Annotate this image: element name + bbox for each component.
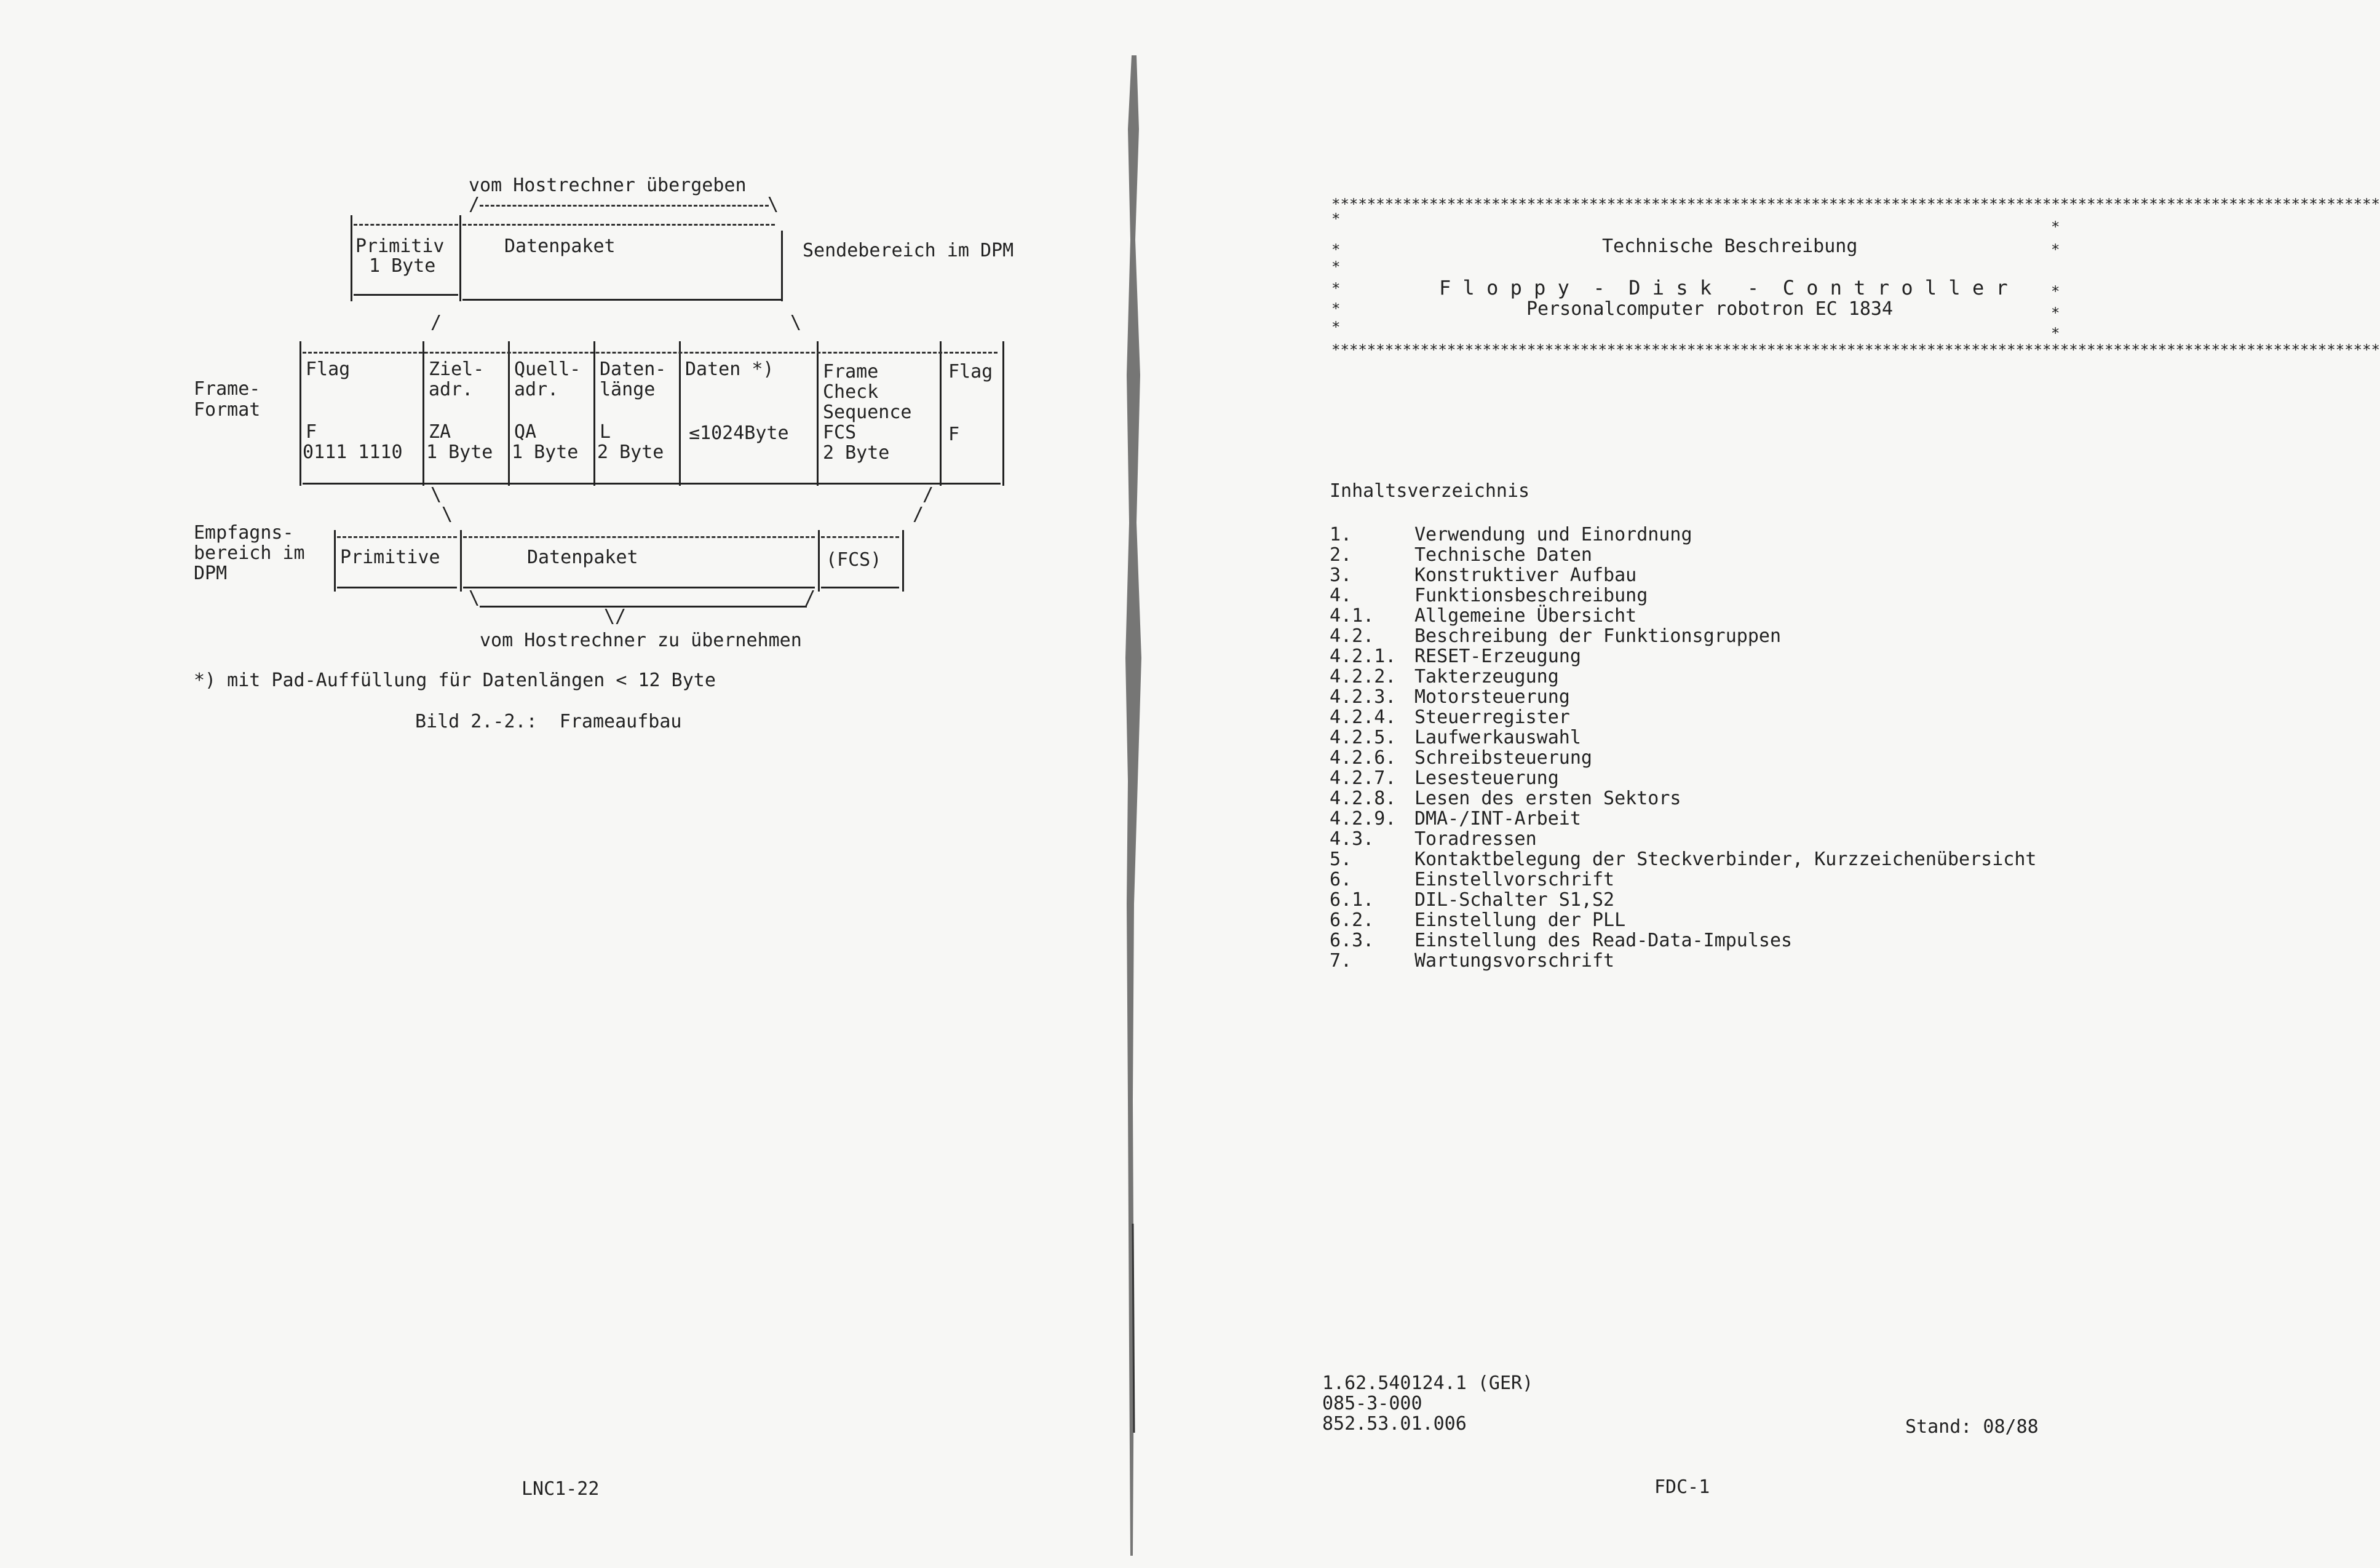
star-r1: * — [2051, 218, 2060, 236]
header-product: F l o p p y - D i s k - C o n t r o l l e r — [1439, 276, 2008, 299]
recv-fcs-top — [821, 536, 899, 538]
recv-label-3: DPM — [194, 563, 228, 584]
recv-daten-top — [463, 536, 815, 538]
doc-number-2: 085-3-000 — [1322, 1393, 1422, 1414]
send-primitiv-size: 1 Byte — [369, 255, 436, 277]
frame-col-2-val1: ZA — [429, 421, 451, 443]
connector-recv-left-2: \ — [442, 504, 453, 525]
toc-heading: Inhaltsverzeichnis — [1330, 480, 1530, 502]
send-daten-bottom — [462, 299, 781, 301]
figure-caption: Bild 2.-2.: Frameaufbau — [415, 711, 682, 732]
send-primitiv: Primitiv — [355, 236, 445, 257]
frame-bottom-line — [303, 483, 1001, 485]
top-caption: vom Hostrechner übergeben — [469, 175, 747, 196]
frame-col-4-val2: 2 Byte — [597, 441, 664, 463]
connector-recv-left-1: \ — [430, 484, 442, 505]
scan-binding-shadow — [1121, 55, 1145, 1556]
connector-send-right: \ — [790, 312, 802, 333]
bottom-brace — [480, 606, 807, 608]
connector-recv-right-2: / — [913, 504, 924, 525]
send-box-mid — [459, 215, 461, 301]
frame-col-3-head: Quell- — [514, 358, 581, 380]
top-brace-right: \ — [768, 194, 779, 215]
frame-col-1-head: Flag — [306, 358, 351, 380]
star-l2: * — [1331, 241, 1341, 258]
bottom-brace-left: \ — [469, 587, 480, 609]
frame-col-line-5 — [817, 341, 819, 486]
frame-col-line-6 — [940, 341, 942, 486]
frame-col-7-head: Flag — [948, 361, 993, 382]
frame-col-4-head: Daten- — [600, 358, 667, 380]
star-r2: * — [2051, 241, 2060, 258]
stand-date: Stand: 08/88 — [1905, 1416, 2039, 1438]
frame-col-3-val2: 1 Byte — [512, 441, 579, 463]
send-daten-top — [462, 224, 775, 226]
frame-col-line-0 — [299, 341, 301, 486]
send-primitiv-bottom — [354, 294, 458, 296]
frame-col-6-val2: 2 Byte — [823, 442, 890, 464]
frame-col-1-val1: F — [306, 421, 317, 443]
send-box-right — [781, 231, 783, 301]
recv-daten-bottom — [463, 587, 815, 588]
frame-col-2-head2: adr. — [429, 379, 474, 400]
recv-box-mid2 — [818, 530, 820, 592]
star-l3: * — [1331, 258, 1341, 275]
top-brace-left: / — [469, 194, 480, 215]
star-l1: * — [1331, 210, 1341, 228]
frame-col-line-1 — [422, 341, 424, 486]
star-l6: * — [1331, 319, 1341, 336]
frame-col-6-head2: Check — [823, 381, 879, 403]
stars-top: ********************************************************************************************************************** — [1331, 196, 2380, 213]
frame-col-3-val1: QA — [514, 421, 537, 443]
bottom-brace-right: / — [804, 587, 816, 609]
bottom-caption: vom Hostrechner zu übernehmen — [480, 630, 802, 651]
frame-format-label-2: Format — [194, 399, 261, 421]
frame-col-6-head: Frame — [823, 361, 879, 382]
header-subtitle: Personalcomputer robotron EC 1834 — [1526, 298, 1894, 320]
frame-col-line-3 — [593, 341, 595, 486]
stars-bottom: ********************************************************************************************************************** — [1331, 341, 2380, 358]
send-primitiv-top — [354, 224, 458, 226]
frame-col-1-val2: 0111 1110 — [303, 441, 403, 463]
recv-primitive: Primitive — [340, 547, 440, 568]
connector-send-left: / — [430, 312, 442, 333]
left-page — [0, 0, 1119, 1568]
connector-recv-right-1: / — [922, 484, 934, 505]
recv-fcs-bottom — [821, 587, 899, 588]
frame-col-5-val1: ≤1024Byte — [689, 422, 789, 444]
frame-col-3-head2: adr. — [514, 379, 559, 400]
star-l4: * — [1331, 280, 1341, 297]
recv-box-left — [334, 530, 336, 592]
recv-box-right — [902, 530, 904, 592]
frame-col-line-2 — [508, 341, 510, 486]
top-brace — [480, 205, 769, 207]
frame-col-2-val2: 1 Byte — [426, 441, 493, 463]
frame-col-7-val1: F — [948, 424, 960, 445]
footnote: *) mit Pad-Auffüllung für Datenlängen < 12 Byte — [194, 670, 716, 691]
star-r5: * — [2051, 325, 2060, 342]
star-l5: * — [1331, 300, 1341, 317]
frame-format-label-1: Frame- — [194, 378, 261, 400]
recv-label-2: bereich im — [194, 542, 305, 564]
bottom-brace-tip: \/ — [604, 606, 627, 627]
frame-col-4-head2: länge — [600, 379, 656, 400]
header-title: Technische Beschreibung — [1602, 236, 1858, 257]
doc-number-3: 852.53.01.006 — [1322, 1413, 1467, 1435]
frame-col-6-val1: FCS — [823, 422, 857, 443]
star-r4: * — [2051, 304, 2060, 322]
recv-fcs: (FCS) — [826, 549, 882, 571]
frame-col-line-4 — [679, 341, 681, 486]
recv-primitive-top — [337, 536, 457, 538]
send-area-label: Sendebereich im DPM — [803, 240, 1014, 261]
page-number: LNC1-22 — [522, 1478, 600, 1500]
frame-col-line-7 — [1002, 341, 1004, 486]
recv-label-1: Empfagns- — [194, 522, 294, 544]
page-number: FDC-1 — [1654, 1476, 1710, 1498]
right-page: ********************************************************************************************************************** ********************************************************************************************************************** * * * * * * * * * * * Technische Beschreibung F l o p p y - D i s k - C o n t r o l l e r Personalcomputer robotron EC 1834 Inhaltsverzeichnis 1. Verwendung und Einordnung 2. Technische Daten 3. Konstruktiver Aufbau 4. Funktionsbeschreibung 4.1. Allgemeine Übersicht 4.2. Beschreibung der Funktionsgruppen 4.2.1. RESET-Erzeugung 4.2.2. Takterzeugung 4.2.3. Motorsteuerung 4.2.4. Steuerregister 4.2.5. Laufwerkauswahl 4.2.6. Schreibsteuerung 4.2.7. Lesesteuerung 4.2.8. Lesen des ersten Sektors 4.2.9. DMA-/INT-Arbeit 4.3. Toradressen 5. Kontaktbelegung der Steckverbinder, Kurzzeichenübersicht 6. Einstellvorschrift 6.1. DIL-Schalter S1,S2 6.2. Einstellung der PLL 6.3. Einstellung des Read-Data-Impulses 7. Wartungsvorschrift 1.62.540124.1 (GER) 085-3-000 852.53.01.006 Stand: 08/88 FDC-1 — [1322, 196, 2380, 1498]
recv-box-mid — [460, 530, 462, 592]
send-datenpaket: Datenpaket — [504, 236, 616, 257]
frame-top-dash — [303, 352, 998, 354]
frame-col-4-val1: L — [600, 421, 611, 443]
frame-col-6-head3: Sequence — [823, 402, 912, 423]
star-r3: * — [2051, 283, 2060, 300]
send-box-left — [351, 215, 352, 301]
recv-datenpaket: Datenpaket — [527, 547, 638, 568]
frame-col-2-head: Ziel- — [429, 358, 485, 380]
frame-col-5-head: Daten *) — [685, 358, 774, 380]
doc-number-1: 1.62.540124.1 (GER) — [1322, 1372, 1534, 1394]
recv-primitive-bottom — [337, 587, 457, 588]
